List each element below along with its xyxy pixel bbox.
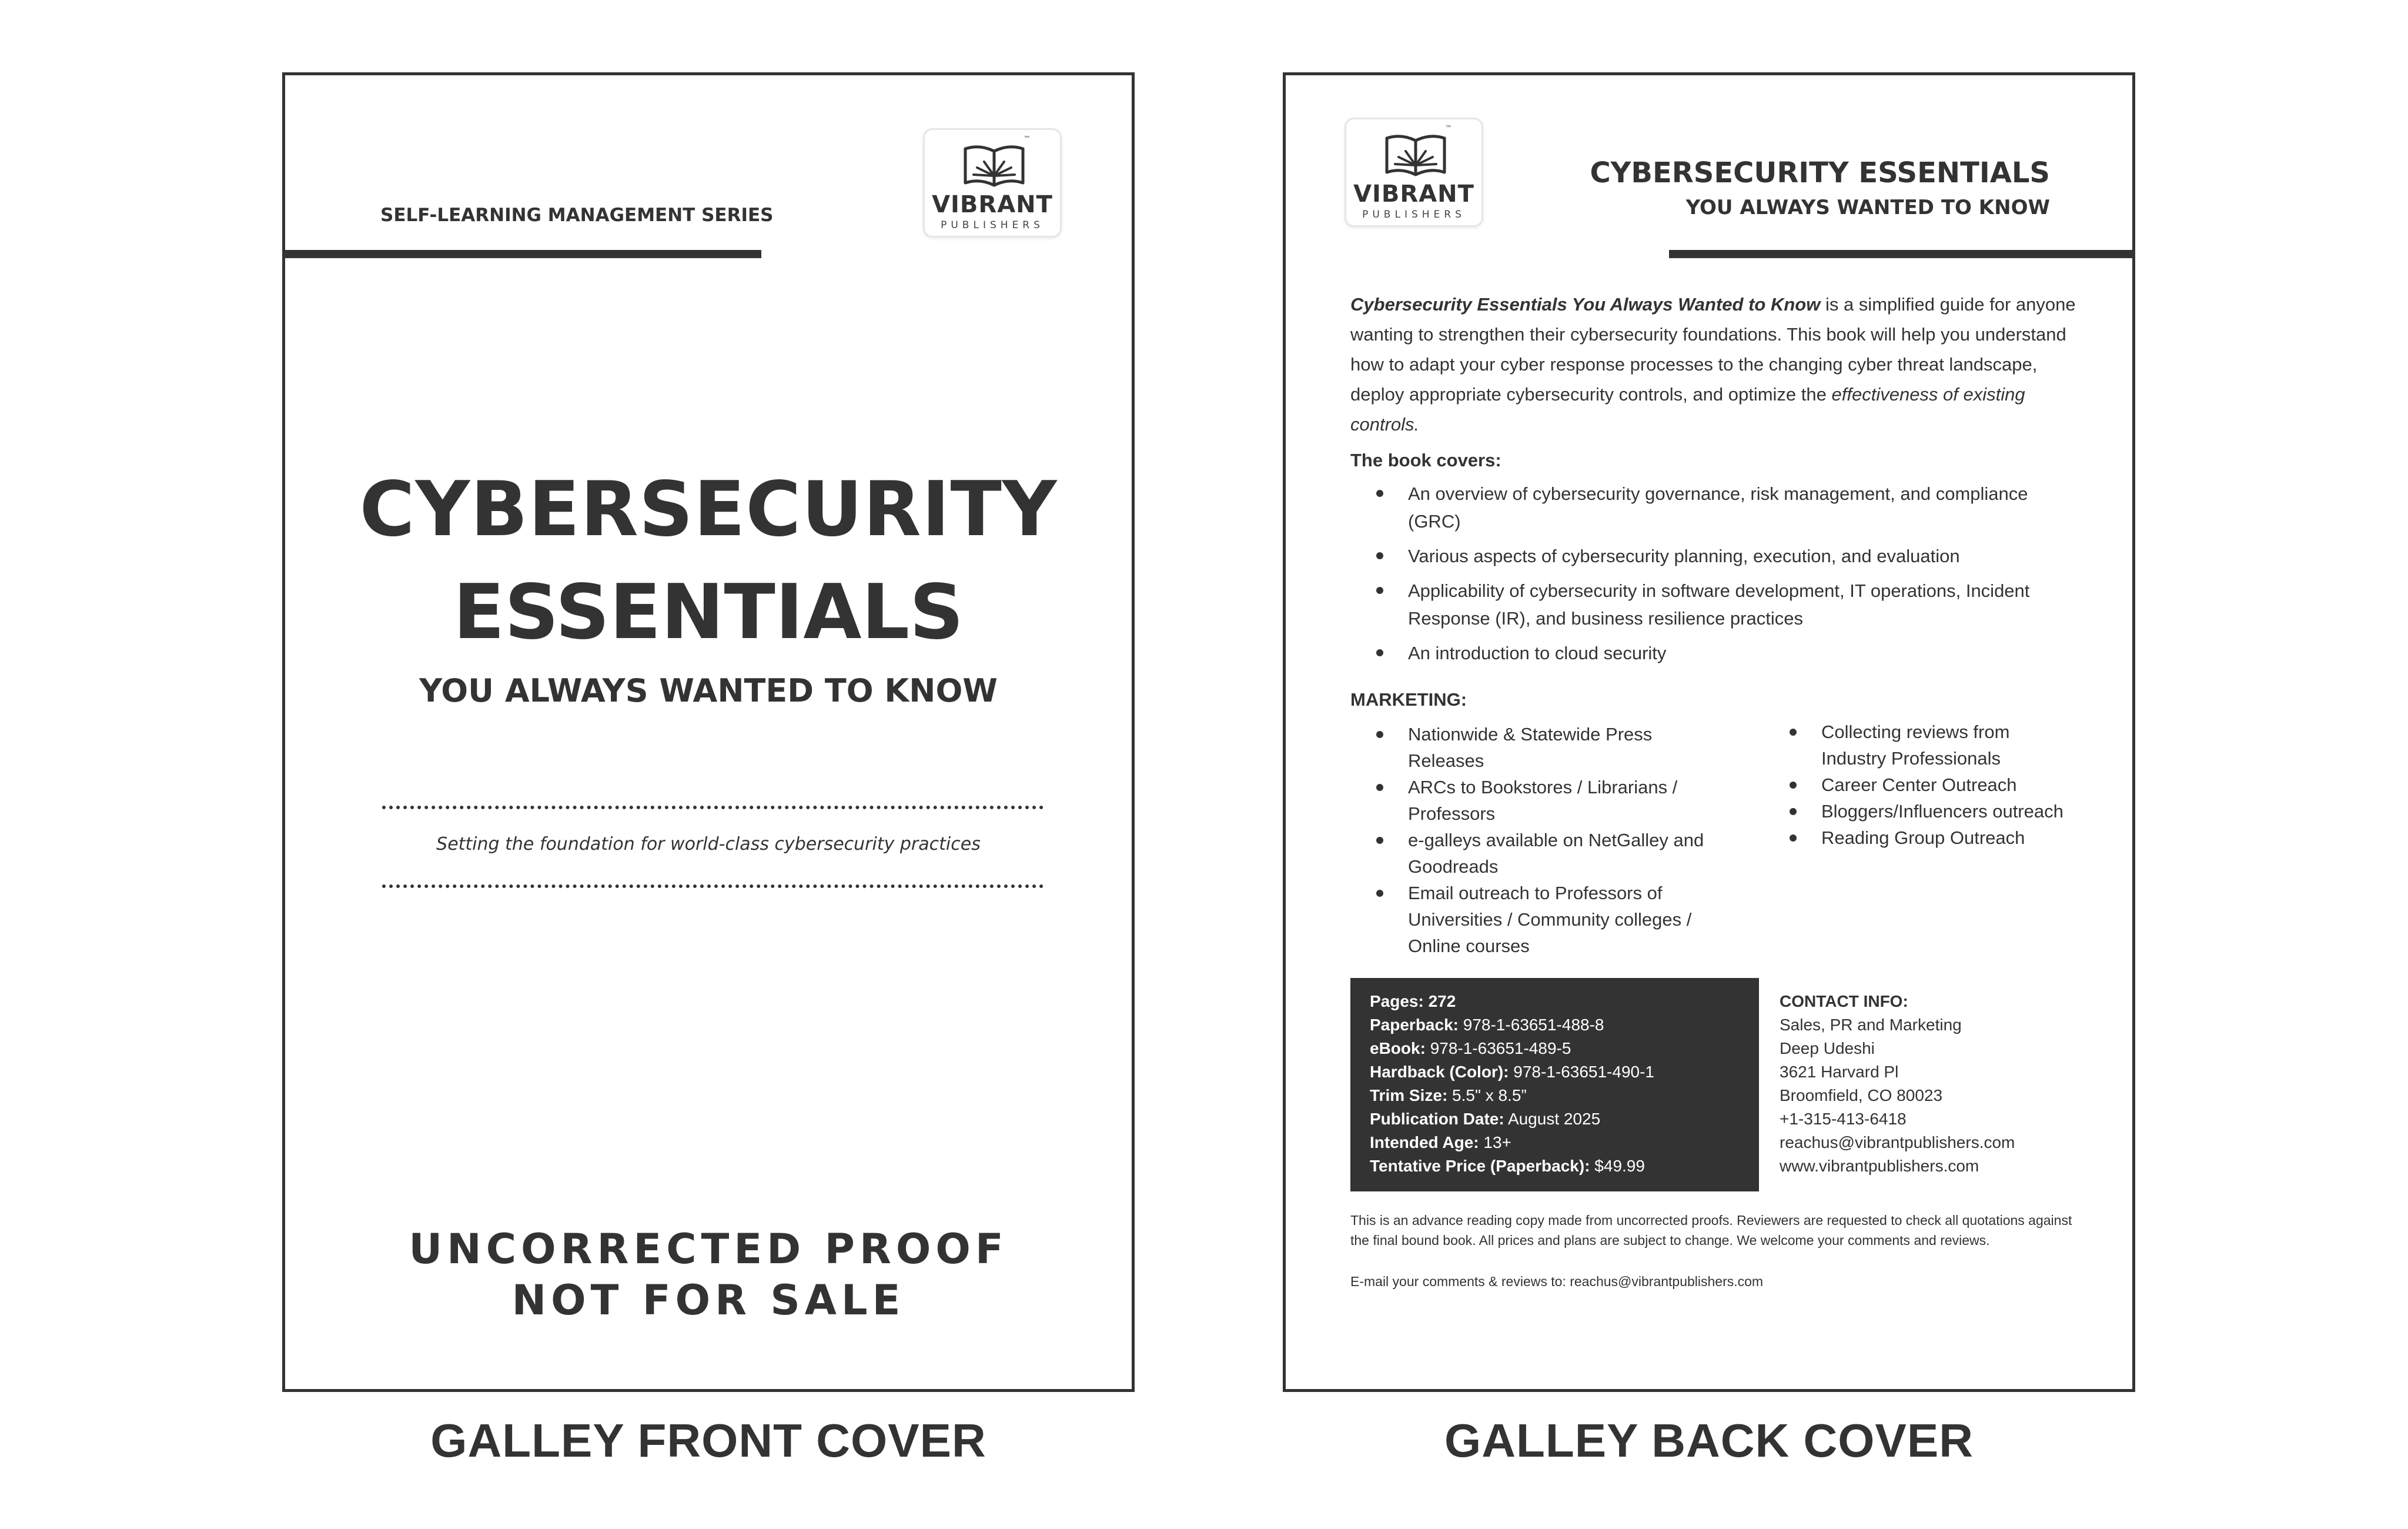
description-body: is a simplified guide for anyone wanting to strengthen their cybersecurity foundations. This book will help you understand how to adapt your cyber response processes to the changing cyber threat landscape, deploy appropriate cybersecurity controls, and optimize the [1350,294,2076,405]
contact-line: Sales, PR and Marketing [1780,1016,1962,1034]
list-item: An introduction to cloud security [1350,639,2085,667]
trademark-symbol: ™ [1024,135,1031,143]
contact-heading: CONTACT INFO: [1780,992,1908,1010]
description-book-title: Cybersecurity Essentials You Always Wanted to Know [1350,294,1821,315]
logo-subtitle: PUBLISHERS [941,219,1044,231]
list-item: Nationwide & Statewide Press Releases [1350,721,1727,774]
tagline: Setting the foundation for world-class cybersecurity practices [436,834,981,854]
contact-info [1780,990,2015,1178]
list-item: Email outreach to Professors of Universities / Community colleges / Online courses [1350,880,1727,959]
book-details-box [1350,978,1759,1191]
book-title-line1: CYBERSECURITY [359,466,1058,553]
back-cover [1283,72,2135,1392]
contact-line: 3621 Harvard Pl [1780,1063,1899,1081]
disclaimer: This is an advance reading copy made from uncorrected proofs. Reviewers are requested to check all quotations against the final bound book. All prices and plans are subject to change. We welcome your comments and reviews. [1350,1213,2072,1248]
detail-row: Intended Age: 13+ [1370,1133,1511,1151]
book-description [1350,289,2079,439]
marketing-heading: MARKETING: [1350,689,1467,710]
series-rule [285,250,761,258]
marketing-list-right [1764,719,2069,851]
description-italic-end: effectiveness of existing controls. [1350,384,2025,435]
publisher-logo [923,128,1062,238]
contact-email: reachus@vibrantpublishers.com [1780,1133,2015,1151]
list-item: Collecting reviews from Industry Professionals [1764,719,2069,772]
back-title: CYBERSECURITY ESSENTIALS [1590,156,2050,189]
logo-subtitle: PUBLISHERS [1362,209,1466,221]
logo-name: VIBRANT [932,191,1053,218]
list-item: Reading Group Outreach [1764,824,2069,851]
contact-phone: +1-315-413-6418 [1780,1110,1907,1128]
logo-name: VIBRANT [1353,181,1474,208]
contact-line: Broomfield, CO 80023 [1780,1086,1943,1104]
contact-line: Deep Udeshi [1780,1039,1875,1057]
list-item: Bloggers/Influencers outreach [1764,798,2069,824]
list-item: e-galleys available on NetGalley and Goodreads [1350,827,1727,880]
book-title-line2: ESSENTIALS [453,569,964,656]
open-book-icon [1383,125,1448,179]
publisher-logo [1345,118,1483,227]
proof-notice-line1: UNCORRECTED PROOF [409,1225,1008,1273]
review-email-line: E-mail your comments & reviews to: reachus@vibrantpublishers.com [1350,1274,1764,1289]
detail-row: Paperback: 978-1-63651-488-8 [1370,1016,1604,1034]
book-subtitle: YOU ALWAYS WANTED TO KNOW [419,672,998,709]
contact-website: www.vibrantpublishers.com [1780,1157,1979,1175]
detail-row: Trim Size: 5.5" x 8.5” [1370,1086,1527,1104]
open-book-icon [962,136,1026,190]
list-item: An overview of cybersecurity governance, risk management, and compliance (GRC) [1350,480,2085,535]
back-cover-caption: GALLEY BACK COVER [1444,1414,1974,1467]
back-subtitle: YOU ALWAYS WANTED TO KNOW [1685,196,2050,219]
front-cover-caption: GALLEY FRONT COVER [430,1414,986,1467]
list-item: Applicability of cybersecurity in software development, IT operations, Incident Response (IR), and business resilience practices [1350,577,2085,632]
covers-list [1350,480,2085,674]
detail-row: eBook: 978-1-63651-489-5 [1370,1039,1571,1057]
list-item: ARCs to Bookstores / Librarians / Professors [1350,774,1727,827]
detail-row: Publication Date: August 2025 [1370,1110,1601,1128]
detail-row: Pages: 272 [1370,992,1456,1010]
dotted-divider-bottom [382,884,1044,888]
dotted-divider-top [382,806,1044,809]
marketing-list-left [1350,721,1727,959]
proof-notice-line2: NOT FOR SALE [511,1276,905,1324]
list-item: Career Center Outreach [1764,772,2069,798]
title-rule [1669,250,2132,258]
series-label: SELF-LEARNING MANAGEMENT SERIES [380,205,774,226]
front-cover [282,72,1135,1392]
detail-row: Hardback (Color): 978-1-63651-490-1 [1370,1063,1654,1081]
trademark-symbol: ™ [1445,124,1452,132]
covers-heading: The book covers: [1350,450,1501,470]
list-item: Various aspects of cybersecurity planning, execution, and evaluation [1350,542,2085,570]
detail-row: Tentative Price (Paperback): $49.99 [1370,1157,1645,1175]
